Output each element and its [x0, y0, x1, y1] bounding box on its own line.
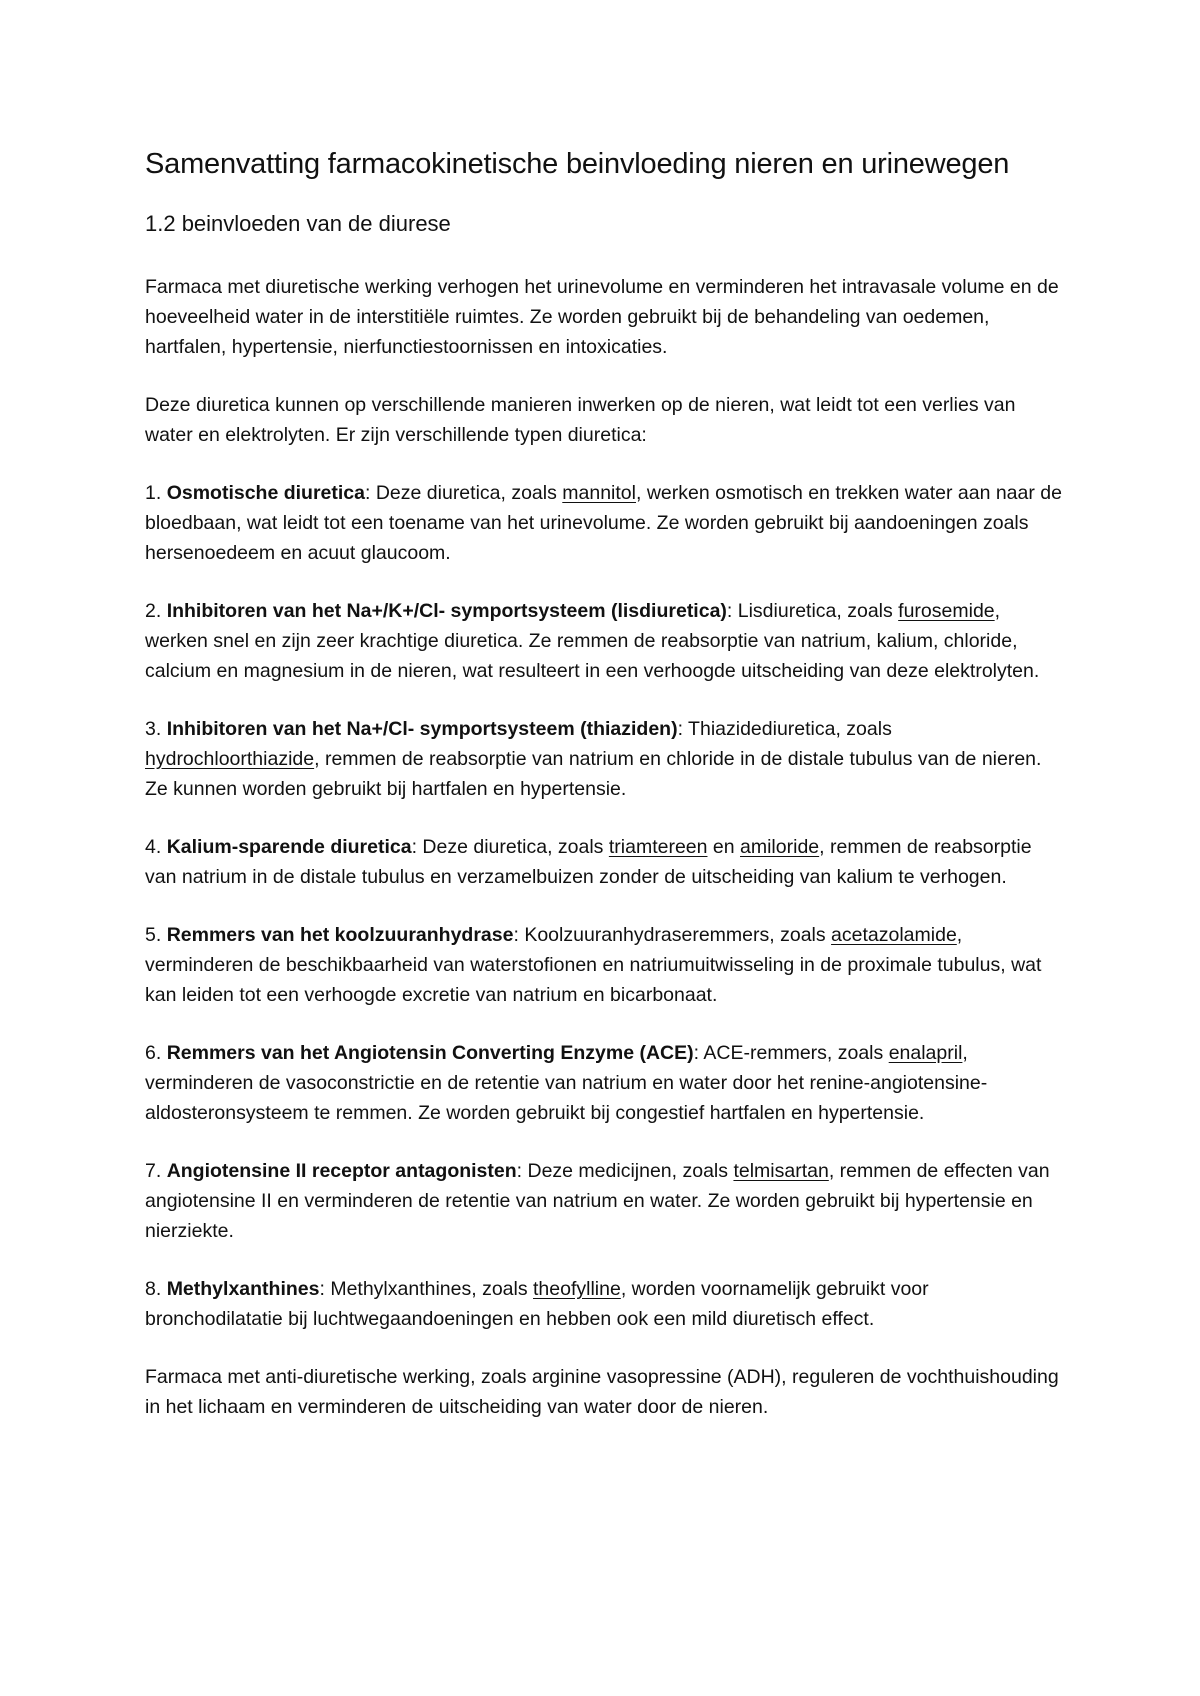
item-text: : Thiazidediuretica, zoals [677, 718, 892, 740]
item-number: 6. [145, 1042, 167, 1064]
list-item [145, 478, 1065, 568]
item-number: 4. [145, 836, 167, 858]
item-text: , verminderen de vasoconstrictie en de retentie van natrium en water door het renine-angiotensine-aldosteronsysteem te remmen. Ze worden gebruikt bij congestief hartfalen en hypertensie. [145, 1042, 988, 1124]
item-number: 5. [145, 924, 167, 946]
drug-name: furosemide [898, 600, 995, 622]
item-text: : Deze diuretica, zoals [411, 836, 609, 858]
item-number: 1. [145, 482, 167, 504]
item-text: , remmen de reabsorptie van natrium in de distale tubulus en verzamelbuizen zonder de uitscheiding van kalium te verhogen. [145, 836, 1032, 888]
section-heading: 1.2 beinvloeden van de diurese [145, 211, 451, 236]
item-text: en [707, 836, 741, 858]
closing-paragraph: Farmaca met anti-diuretische werking, zoals arginine vasopressine (ADH), reguleren de vochthuishouding in het lichaam en verminderen de uitscheiding van water door de nieren. [145, 1366, 1059, 1418]
drug-name: hydrochloorthiazide [145, 748, 315, 770]
item-text: : ACE-remmers, zoals [693, 1042, 889, 1064]
item-heading: Inhibitoren van het Na+/K+/Cl- symportsysteem (lisdiuretica) [166, 600, 727, 622]
list-item [145, 920, 1065, 1010]
item-text: : Koolzuuranhydraseremmers, zoals [513, 924, 832, 946]
list-item [145, 1156, 1065, 1246]
drug-name: mannitol [562, 482, 636, 504]
item-heading: Methylxanthines [166, 1278, 320, 1300]
item-heading: Kalium-sparende diuretica [166, 836, 412, 858]
list-item [145, 832, 1065, 892]
item-text: , verminderen de beschikbaarheid van waterstofionen en natriumuitwisseling in de proximale tubulus, wat kan leiden tot een verhoogde excretie van natrium en bicarbonaat. [145, 924, 1042, 1006]
drug-name: triamtereen [608, 836, 708, 858]
item-heading: Angiotensine II receptor antagonisten [166, 1160, 517, 1182]
item-heading: Remmers van het koolzuuranhydrase [166, 924, 514, 946]
list-item [145, 1274, 1065, 1334]
item-text: , worden voornamelijk gebruikt voor bronchodilatatie bij luchtwegaandoeningen en hebben ook een mild diuretisch effect. [145, 1278, 929, 1330]
types-intro-paragraph: Deze diuretica kunnen op verschillende manieren inwerken op de nieren, wat leidt tot een verlies van water en elektrolyten. Er zijn verschillende typen diuretica: [145, 394, 1016, 446]
drug-name: amiloride [740, 836, 820, 858]
drug-name: acetazolamide [831, 924, 957, 946]
item-text: , remmen de reabsorptie van natrium en chloride in de distale tubulus van de nieren. Ze kunnen worden gebruikt bij hartfalen en hypertensie. [145, 748, 1042, 800]
item-number: 8. [145, 1278, 167, 1300]
item-heading: Remmers van het Angiotensin Converting Enzyme (ACE) [166, 1042, 694, 1064]
drug-name: enalapril [888, 1042, 963, 1064]
document-title: Samenvatting farmacokinetische beinvloeding nieren en urinewegen [145, 148, 1010, 180]
item-text: , werken osmotisch en trekken water aan naar de bloedbaan, wat leidt tot een toename van het urinevolume. Ze worden gebruikt bij aandoeningen zoals hersenoedeem en acuut glaucoom. [145, 482, 1062, 564]
item-heading: Inhibitoren van het Na+/Cl- symportsysteem (thiaziden) [166, 718, 678, 740]
list-item [145, 596, 1065, 686]
item-text: : Deze medicijnen, zoals [516, 1160, 734, 1182]
item-number: 3. [145, 718, 167, 740]
item-number: 7. [145, 1160, 167, 1182]
intro-paragraph: Farmaca met diuretische werking verhogen het urinevolume en verminderen het intravasale volume en de hoeveelheid water in de interstitiële ruimtes. Ze worden gebruikt bij de behandeling van oedemen, hartfalen, hypertensie, nierfunctiestoornissen en intoxicaties. [145, 276, 1059, 358]
item-text: : Deze diuretica, zoals [365, 482, 563, 504]
drug-name: telmisartan [733, 1160, 829, 1182]
document-page [145, 146, 1065, 1422]
item-text: , werken snel en zijn zeer krachtige diuretica. Ze remmen de reabsorptie van natrium, kalium, chloride, calcium en magnesium in de nieren, wat resulteert in een verhoogde uitscheiding van deze elektrolyten. [145, 600, 1040, 682]
item-text: , remmen de effecten van angiotensine II en verminderen de retentie van natrium en water. Ze worden gebruikt bij hypertensie en nierziekte. [145, 1160, 1050, 1242]
list-item [145, 714, 1065, 804]
item-number: 2. [145, 600, 167, 622]
drug-name: theofylline [533, 1278, 621, 1300]
item-text: : Methylxanthines, zoals [319, 1278, 534, 1300]
item-text: : Lisdiuretica, zoals [726, 600, 899, 622]
list-item [145, 1038, 1065, 1128]
item-heading: Osmotische diuretica [166, 482, 366, 504]
